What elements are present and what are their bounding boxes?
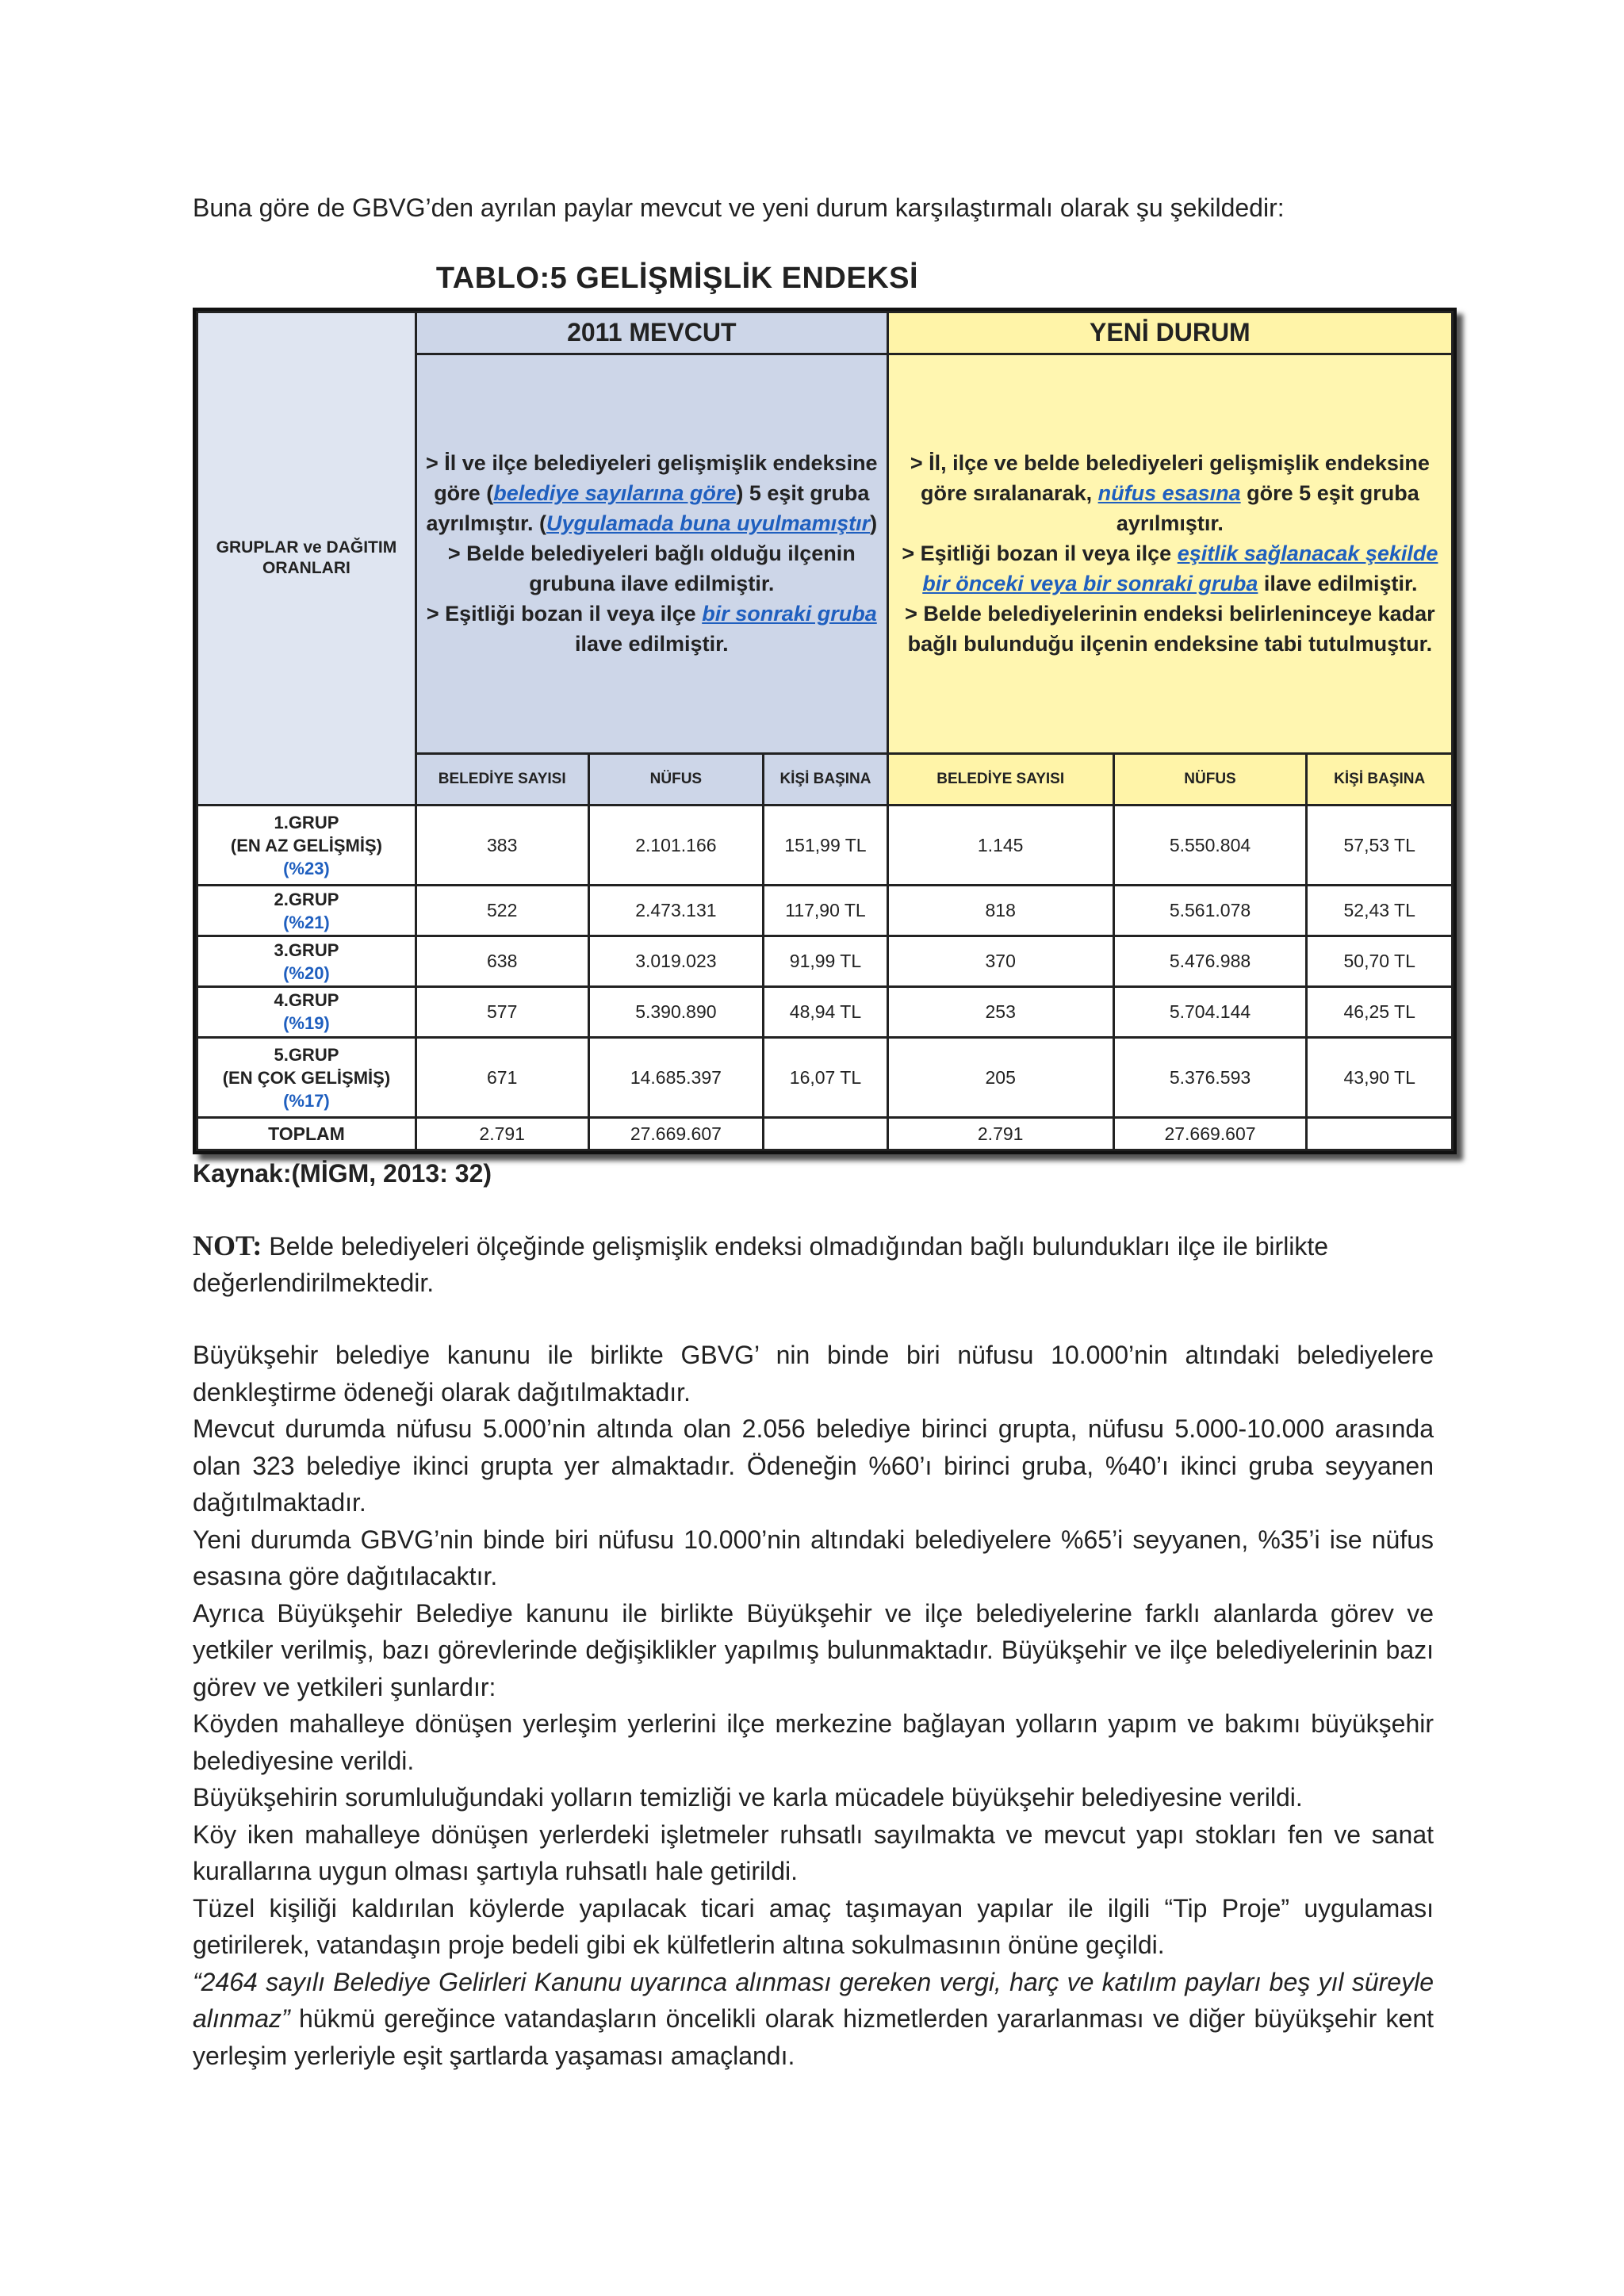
sub-header-municipality-count: BELEDİYE SAYISI [416, 753, 588, 805]
sub-header-population: NÜFUS [588, 753, 764, 805]
table-row: 5.GRUP (EN ÇOK GELİŞMİŞ) (%17) 671 14.685.397 16,07 TL 205 5.376.593 43,90 TL [197, 1037, 1453, 1117]
table-row: 3.GRUP (%20) 638 3.019.023 91,99 TL 370 5.476.988 50,70 TL [197, 936, 1453, 987]
sub-header-per-capita: KİŞİ BAŞINA [764, 753, 888, 805]
group-column-header: GRUPLAR ve DAĞITIM ORANLARI [197, 312, 416, 806]
sub-header-per-capita: KİŞİ BAŞINA [1307, 753, 1453, 805]
total-row: TOPLAM 2.791 27.669.607 2.791 27.669.607 [197, 1118, 1453, 1150]
table-row: 1.GRUP (EN AZ GELİŞMİŞ) (%23) 383 2.101.166 151,99 TL 1.145 5.550.804 57,53 TL [197, 805, 1453, 885]
note-paragraph [193, 1227, 1434, 1301]
table-row: 2.GRUP (%21) 522 2.473.131 117,90 TL 818 5.561.078 52,43 TL [197, 886, 1453, 936]
current-description: > İl ve ilçe belediyeleri gelişmişlik endeksine göre (belediye sayılarına göre) 5 eşit gruba ayrılmıştır. (Uygulamada buna uyulmamıştır) > Belde belediyeleri bağlı olduğu ilçenin grubuna ilave edilmiştir. > Eşitliği bozan il veya ilçe bir sonraki gruba ilave edilmiştir. [416, 354, 887, 753]
table-row: 4.GRUP (%19) 577 5.390.890 48,94 TL 253 5.704.144 46,25 TL [197, 987, 1453, 1038]
development-index-table [193, 308, 1457, 1154]
body-text [193, 1337, 1434, 2074]
paragraph: Ayrıca Büyükşehir Belediye kanunu ile birlikte Büyükşehir ve ilçe belediyelerine farklı alanlarda görev ve yetkiler verilmiş, bazı görevlerinde değişiklikler yapılmış bulunmaktadır. Büyükşehir ve ilçe belediyelerinin bazı görev ve yetkileri şunlardır: [193, 1598, 1434, 1701]
paragraph: Köyden mahalleye dönüşen yerleşim yerlerini ilçe merkezine bağlayan yolların yapım ve bakımı büyükşehir belediyesine verildi. [193, 1709, 1434, 1775]
paragraph: Köy iken mahalleye dönüşen yerlerdeki işletmeler ruhsatlı sayılmakta ve mevcut yapı stokları fen ve sanat kurallarına uygun olması şartıyla ruhsatlı hale getirildi. [193, 1820, 1434, 1885]
paragraph: Büyükşehirin sorumluluğundaki yolların temizliği ve karla mücadele büyükşehir belediyesine verildi. [193, 1783, 1303, 1812]
paragraph: “2464 sayılı Belediye Gelirleri Kanunu uyarınca alınması gereken vergi, harç ve katılım payları beş yıl süreyle alınmaz” hükmü gereğince vatandaşların öncelikli olarak hizmetlerden yararlanması ve diğer büyükşehir kent yerleşim yerleriyle eşit şartlarda yaşaması amaçlandı. [193, 1967, 1434, 2070]
new-header: YENİ DURUM [887, 312, 1452, 354]
note-label: NOT: [193, 1230, 262, 1261]
table-title: TABLO:5 GELİŞMİŞLİK ENDEKSİ [435, 262, 919, 295]
intro-text: Buna göre de GBVG’den ayrılan paylar mevcut ve yeni durum karşılaştırmalı olarak şu şekildedir: [193, 193, 1285, 222]
paragraph: Tüzel kişiliği kaldırılan köylerde yapılacak ticari amaç taşımayan yapılar ile ilgili “Tip Proje” uygulaması getirilerek, vatandaşın proje bedeli gibi ek külfetlerin altına sokulmasının önüne geçildi. [193, 1893, 1434, 1959]
current-header: 2011 MEVCUT [416, 312, 887, 354]
note-text: Belde belediyeleri ölçeğinde gelişmişlik endeksi olmadığından bağlı bulundukları ilçe ile birlikte değerlendirilmektedir. [193, 1232, 1329, 1297]
new-description: > İl, ilçe ve belde belediyeleri gelişmişlik endeksine göre sıralanarak, nüfus esasına göre 5 eşit gruba ayrılmıştır. > Eşitliği bozan il veya ilçe eşitlik sağlanacak şekilde bir önceki veya bir sonraki gruba ilave edilmiştir. > Belde belediyelerinin endeksi belirleninceye kadar bağlı bulunduğu ilçenin endeksine tabi tutulmuştur. [887, 354, 1452, 753]
sub-header-municipality-count: BELEDİYE SAYISI [887, 753, 1113, 805]
paragraph: Yeni durumda GBVG’nin binde biri nüfusu 10.000’nin altındaki belediyelere %65’i seyyanen, %35’i ise nüfus esasına göre dağıtılacaktır. [193, 1525, 1434, 1590]
paragraph: Büyükşehir belediye kanunu ile birlikte GBVG’ nin binde biri nüfusu 10.000’nin altındaki belediyelere denkleştirme ödeneği olarak dağıtılmaktadır. [193, 1341, 1434, 1406]
paragraph: Mevcut durumda nüfusu 5.000’nin altında olan 2.056 belediye birinci grupta, nüfusu 5.000-10.000 arasında olan 323 belediye ikinci grupta yer almaktadır. Ödeneğin %60’ı birinci gruba, %40’ı ikinci gruba seyyanen dağıtılmaktadır. [193, 1414, 1434, 1517]
source-citation: Kaynak:(MİGM, 2013: 32) [193, 1159, 492, 1188]
sub-header-population: NÜFUS [1113, 753, 1307, 805]
